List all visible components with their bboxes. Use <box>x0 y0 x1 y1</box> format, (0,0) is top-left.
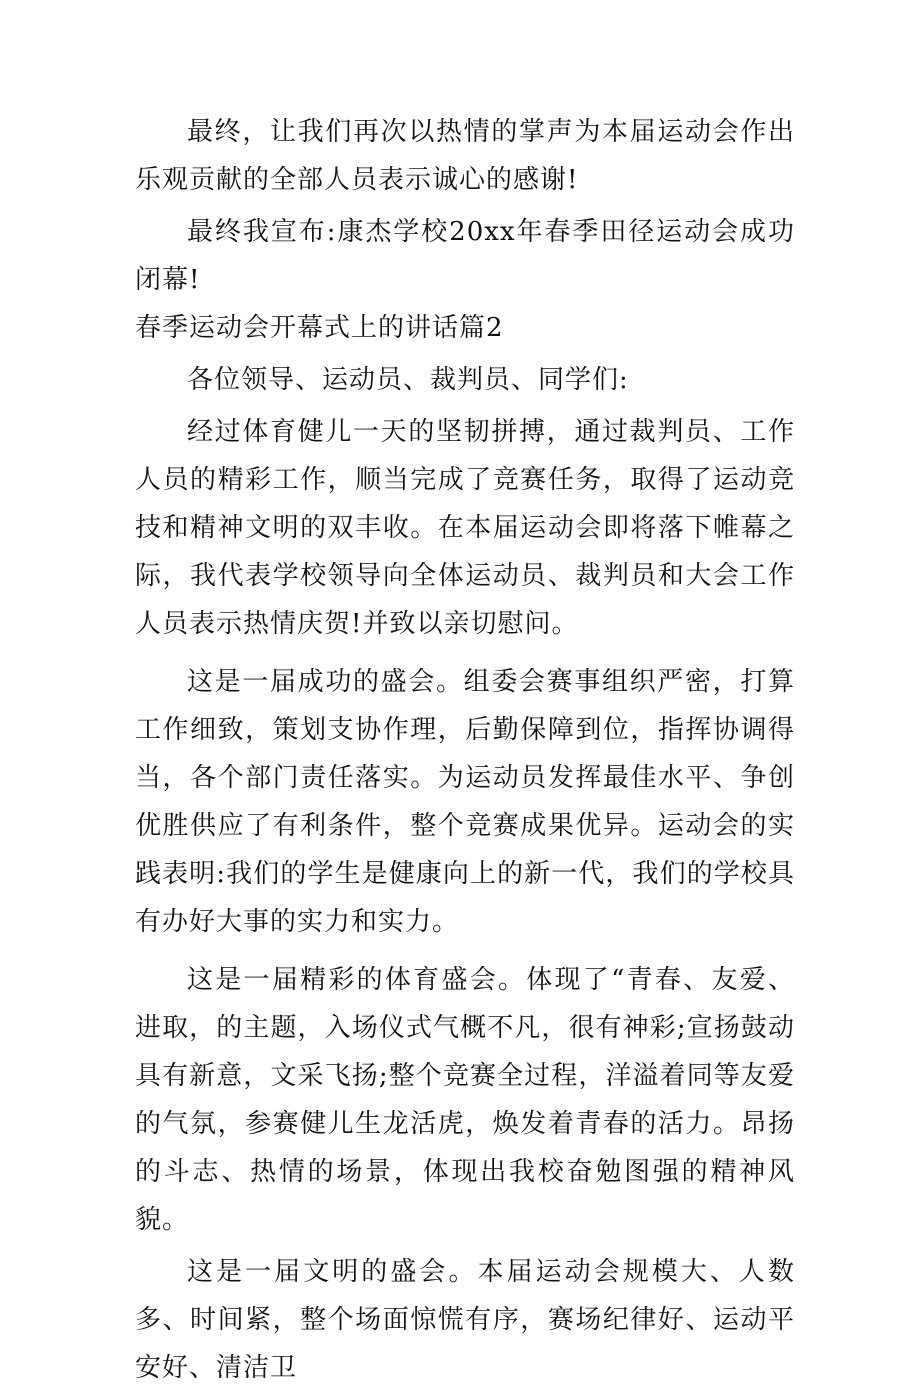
body-paragraph-1: 经过体育健儿一天的坚韧拼搏，通过裁判员、工作人员的精彩工作，顺当完成了竞赛任务，取得了运动竞技和精神文明的双丰收。在本届运动会即将落下帷幕之际，我代表学校领导向全体运动员、裁判员和大会工作人员表示热情庆贺!并致以亲切慰问。 <box>135 417 795 639</box>
closing-announcement-paragraph: 最终我宣布:康杰学校20xx年春季田径运动会成功闭幕! <box>135 217 795 295</box>
body-paragraph-3: 这是一届精彩的体育盛会。体现了“青春、友爱、进取，的主题，入场仪式气概不凡，很有神彩;宣扬鼓动具有新意，文采飞扬;整个竞赛全过程，洋溢着同等友爱的气氛，参赛健儿生龙活虎，焕发着青春的活力。昂扬的斗志、热情的场景，体现出我校奋勉图强的精神风貌。 <box>135 965 795 1235</box>
closing-thanks-paragraph: 最终，让我们再次以热情的掌声为本届运动会作出乐观贡献的全部人员表示诚心的感谢! <box>135 117 795 195</box>
document-content <box>135 108 795 1392</box>
body-paragraph-4: 这是一届文明的盛会。本届运动会规模大、人数多、时间紧，整个场面惊慌有序，赛场纪律好、运动平安好、清洁卫 <box>135 1257 795 1383</box>
body-paragraph-2: 这是一届成功的盛会。组委会赛事组织严密，打算工作细致，策划支协作理，后勤保障到位，指挥协调得当，各个部门责任落实。为运动员发挥最佳水平、争创优胜供应了有利条件，整个竞赛成果优异。运动会的实践表明:我们的学生是健康向上的新一代，我们的学校具有办好大事的实力和实力。 <box>135 667 795 937</box>
salutation-paragraph: 各位领导、运动员、裁判员、同学们: <box>187 365 629 395</box>
section-heading: 春季运动会开幕式上的讲话篇2 <box>135 313 504 343</box>
